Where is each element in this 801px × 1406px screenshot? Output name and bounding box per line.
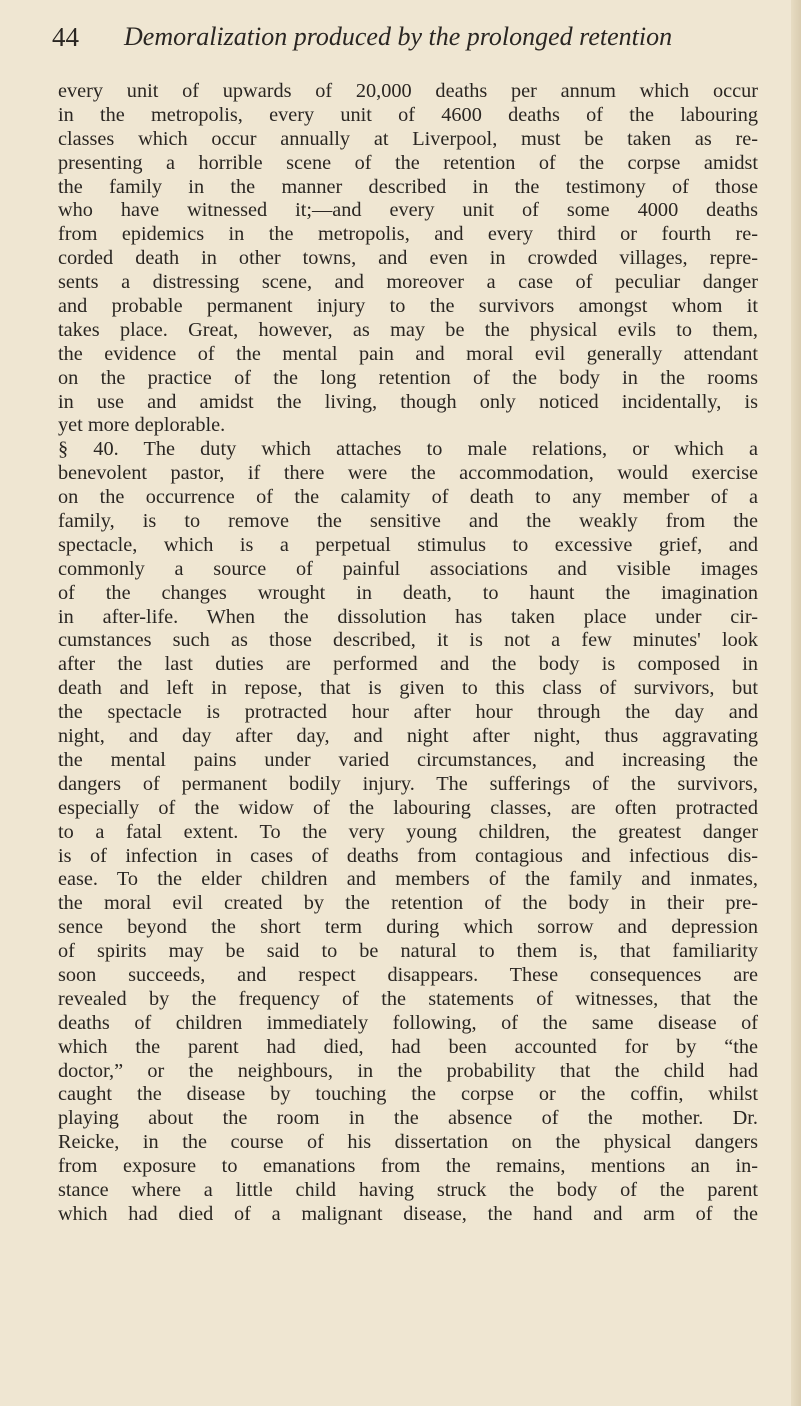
text-line: and probable permanent injury to the survivors amongst whom it <box>58 295 758 318</box>
text-line: revealed by the frequency of the statements of witnesses, that the <box>58 987 758 1010</box>
text-line: presenting a horrible scene of the retention of the corpse amidst <box>58 151 758 174</box>
text-line: in the metropolis, every unit of 4600 deaths of the labouring <box>58 103 758 126</box>
text-line: in after-life. When the dissolution has taken place under cir- <box>58 605 758 628</box>
text-line: death and left in repose, that is given to this class of survivors, but <box>58 677 758 700</box>
text-line: the spectacle is protracted hour after hour through the day and <box>58 701 758 724</box>
text-line: spectacle, which is a perpetual stimulus to excessive grief, and <box>58 533 758 556</box>
text-line: family, is to remove the sensitive and the weakly from the <box>58 510 758 533</box>
text-line: cumstances such as those described, it is not a few minutes' look <box>58 629 758 652</box>
text-line: stance where a little child having struck the body of the parent <box>58 1178 758 1201</box>
text-line: Reicke, in the course of his dissertation on the physical dangers <box>58 1131 758 1154</box>
text-line: the evidence of the mental pain and moral evil generally attendant <box>58 342 758 365</box>
paragraph-end-line: yet more deplorable. <box>58 414 226 437</box>
text-line: on the occurrence of the calamity of death to any member of a <box>58 486 758 509</box>
text-line: playing about the room in the absence of the mother. Dr. <box>58 1107 758 1130</box>
text-line: sence beyond the short term during which sorrow and depression <box>58 916 758 939</box>
page-header <box>52 22 752 62</box>
section-40-heading-line: § 40. The duty which attaches to male relations, or which a <box>58 438 758 461</box>
text-line: night, and day after day, and night after night, thus aggravating <box>58 725 758 748</box>
text-line: soon succeeds, and respect disappears. These consequences are <box>58 963 758 986</box>
text-line: the mental pains under varied circumstances, and increasing the <box>58 748 758 771</box>
text-line: the family in the manner described in the testimony of those <box>58 175 758 198</box>
text-line: is of infection in cases of deaths from contagious and infectious dis- <box>58 844 758 867</box>
text-line: dangers of permanent bodily injury. The sufferings of the survivors, <box>58 772 758 795</box>
text-line: in use and amidst the living, though only noticed incidentally, is <box>58 390 758 413</box>
text-line: doctor,” or the neighbours, in the probability that the child had <box>58 1059 758 1082</box>
text-line: of the changes wrought in death, to haunt the imagination <box>58 581 758 604</box>
text-line: deaths of children immediately following, of the same disease of <box>58 1011 758 1034</box>
text-line: to a fatal extent. To the very young children, the greatest danger <box>58 820 758 843</box>
text-line: sents a distressing scene, and moreover a case of peculiar danger <box>58 271 758 294</box>
text-line: who have witnessed it;—and every unit of some 4000 deaths <box>58 199 758 222</box>
text-line: from exposure to emanations from the remains, mentions an in- <box>58 1155 758 1178</box>
text-line: classes which occur annually at Liverpool, must be taken as re- <box>58 127 758 150</box>
running-title: Demoralization produced by the prolonged retention <box>124 22 673 51</box>
text-line: the moral evil created by the retention of the body in their pre- <box>58 892 758 915</box>
text-line: which had died of a malignant disease, the hand and arm of the <box>58 1202 758 1225</box>
text-line: every unit of upwards of 20,000 deaths per annum which occur <box>58 80 758 102</box>
text-line: after the last duties are performed and the body is composed in <box>58 653 758 676</box>
body-text <box>58 80 758 1227</box>
text-line: on the practice of the long retention of the body in the rooms <box>58 366 758 389</box>
page-number: 44 <box>52 22 79 52</box>
text-line: from epidemics in the metropolis, and every third or fourth re- <box>58 223 758 246</box>
text-line: takes place. Great, however, as may be the physical evils to them, <box>58 318 758 341</box>
text-line: commonly a source of painful associations and visible images <box>58 557 758 580</box>
text-line: benevolent pastor, if there were the accommodation, would exercise <box>58 462 758 485</box>
text-line: caught the disease by touching the corpse or the coffin, whilst <box>58 1083 758 1106</box>
text-line: corded death in other towns, and even in crowded villages, repre- <box>58 247 758 270</box>
text-line: which the parent had died, had been accounted for by “the <box>58 1035 758 1058</box>
text-line: of spirits may be said to be natural to them is, that familiarity <box>58 940 758 963</box>
page-edge <box>791 0 801 1406</box>
text-line: ease. To the elder children and members of the family and inmates, <box>58 868 758 891</box>
text-line: especially of the widow of the labouring classes, are often protracted <box>58 796 758 819</box>
